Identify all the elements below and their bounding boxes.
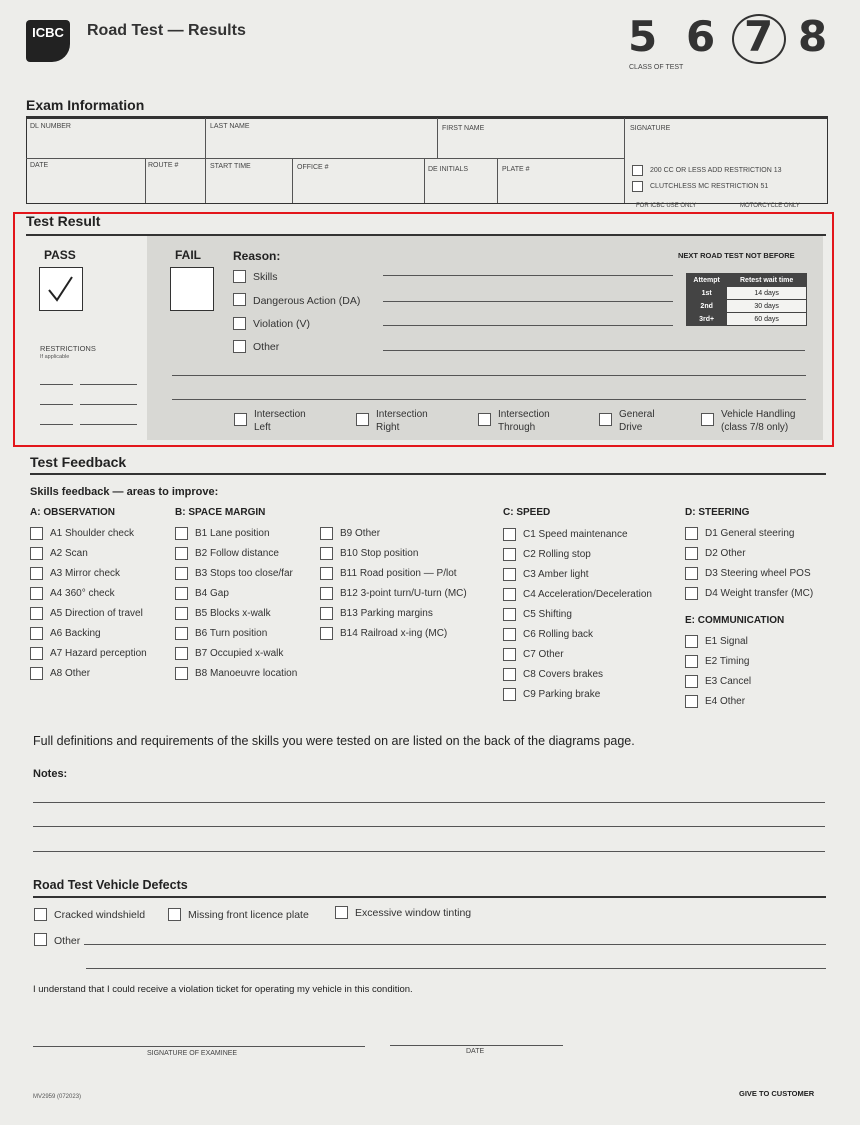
manoeuvre-left-label: Intersection Left	[254, 409, 306, 433]
restriction-13-checkbox[interactable]	[632, 165, 643, 176]
feedback-checkbox[interactable]	[175, 567, 188, 580]
feedback-checkbox[interactable]	[30, 587, 43, 600]
feedback-checkbox[interactable]	[503, 528, 516, 541]
feedback-checkbox[interactable]	[685, 527, 698, 540]
exam-info-heading: Exam Information	[26, 97, 145, 113]
feedback-checkbox[interactable]	[685, 655, 698, 668]
feedback-item-label: B13 Parking margins	[340, 608, 433, 619]
defect-plate-label: Missing front licence plate	[188, 909, 309, 921]
feedback-subheading: Skills feedback — areas to improve:	[30, 486, 219, 498]
feedback-item-label: C3 Amber light	[523, 569, 589, 580]
feedback-item-label: B4 Gap	[195, 588, 229, 599]
feedback-checkbox[interactable]	[30, 567, 43, 580]
icbc-logo: ICBC	[26, 20, 70, 62]
reason-skills-label: Skills	[253, 271, 278, 283]
feedback-checkbox[interactable]	[503, 568, 516, 581]
feedback-checkbox[interactable]	[30, 667, 43, 680]
feedback-checkbox[interactable]	[503, 628, 516, 641]
feedback-item-label: B11 Road position — P/lot	[340, 568, 457, 579]
feedback-item-label: A5 Direction of travel	[50, 608, 143, 619]
feedback-item-label: E3 Cancel	[705, 676, 752, 687]
defect-other-checkbox[interactable]	[34, 933, 47, 946]
restriction-51-checkbox[interactable]	[632, 181, 643, 192]
feedback-item-label: B2 Follow distance	[195, 548, 279, 559]
class-6: 6	[686, 12, 716, 61]
class-5: 5	[628, 12, 658, 61]
feedback-item-label: A3 Mirror check	[50, 568, 121, 579]
wait-head-time: Retest wait time	[727, 274, 807, 287]
class-of-test-label: CLASS OF TEST	[629, 64, 684, 71]
last-name-label: LAST NAME	[210, 123, 250, 130]
feedback-checkbox[interactable]	[30, 607, 43, 620]
feedback-item-label: E2 Timing	[705, 656, 750, 667]
feedback-item-label: B9 Other	[340, 528, 381, 539]
reason-violation-label: Violation (V)	[253, 318, 311, 330]
feedback-item-label: C4 Acceleration/Deceleration	[523, 589, 652, 600]
fail-label: FAIL	[175, 248, 201, 262]
feedback-checkbox[interactable]	[30, 627, 43, 640]
page-title: Road Test — Results	[87, 22, 246, 39]
observation-heading: A: OBSERVATION	[30, 507, 116, 518]
notes-label: Notes:	[33, 768, 68, 780]
feedback-checkbox[interactable]	[503, 608, 516, 621]
feedback-item-label: B10 Stop position	[340, 548, 419, 559]
feedback-checkbox[interactable]	[503, 668, 516, 681]
feedback-item-label: C9 Parking brake	[523, 689, 601, 700]
feedback-checkbox[interactable]	[685, 547, 698, 560]
feedback-item-label: D4 Weight transfer (MC)	[705, 588, 814, 599]
speed-heading: C: SPEED	[503, 507, 551, 518]
dl-number-label: DL NUMBER	[30, 123, 71, 130]
feedback-item-label: C5 Shifting	[523, 609, 572, 620]
date-label: DATE	[30, 162, 49, 169]
reason-da-label: Dangerous Action (DA)	[253, 295, 361, 307]
feedback-checkbox[interactable]	[503, 588, 516, 601]
feedback-checkbox[interactable]	[175, 607, 188, 620]
motorcycle-only-label: MOTORCYCLE ONLY	[740, 203, 800, 209]
feedback-checkbox[interactable]	[320, 567, 333, 580]
feedback-item-label: C6 Rolling back	[523, 629, 594, 640]
start-time-label: START TIME	[210, 163, 251, 170]
communication-heading: E: COMMUNICATION	[685, 615, 785, 626]
feedback-item-label: A7 Hazard perception	[50, 648, 147, 659]
defect-tinting-checkbox[interactable]	[335, 906, 348, 919]
feedback-item-label: D2 Other	[705, 548, 746, 559]
feedback-checkbox[interactable]	[30, 527, 43, 540]
feedback-checkbox[interactable]	[175, 587, 188, 600]
feedback-checkbox[interactable]	[30, 647, 43, 660]
feedback-heading: Test Feedback	[30, 454, 127, 470]
feedback-item-label: A6 Backing	[50, 628, 101, 639]
reason-other-label: Other	[253, 341, 280, 353]
manoeuvre-right-label: Intersection Right	[376, 409, 428, 433]
feedback-checkbox[interactable]	[320, 607, 333, 620]
feedback-item-label: B14 Railroad x-ing (MC)	[340, 628, 448, 639]
space-margin-heading: B: SPACE MARGIN	[175, 507, 266, 518]
class-8: 8	[798, 12, 828, 61]
feedback-checkbox[interactable]	[685, 635, 698, 648]
feedback-checkbox[interactable]	[175, 667, 188, 680]
feedback-item-label: B3 Stops too close/far	[195, 568, 293, 579]
restriction-13-label: 200 CC OR LESS ADD RESTRICTION 13	[650, 167, 782, 174]
feedback-checkbox[interactable]	[320, 587, 333, 600]
feedback-checkbox[interactable]	[175, 527, 188, 540]
feedback-item-label: A4 360° check	[50, 588, 115, 599]
route-label: ROUTE #	[148, 162, 179, 169]
feedback-item-label: B5 Blocks x-walk	[195, 608, 271, 619]
notes-line-1[interactable]	[33, 802, 825, 803]
signature-line[interactable]	[33, 1046, 365, 1047]
class-7: 7	[744, 12, 774, 61]
feedback-item-label: E4 Other	[705, 696, 746, 707]
feedback-checkbox[interactable]	[685, 675, 698, 688]
feedback-item-label: C7 Other	[523, 649, 564, 660]
feedback-item-label: A1 Shoulder check	[50, 528, 134, 539]
feedback-checkbox[interactable]	[175, 627, 188, 640]
feedback-checkbox[interactable]	[685, 567, 698, 580]
feedback-item-label: E1 Signal	[705, 636, 748, 647]
feedback-checkbox[interactable]	[175, 647, 188, 660]
de-initials-label: DE INITIALS	[428, 166, 469, 173]
class-selected-circle	[732, 14, 786, 64]
form-code: MV2959 (072023)	[33, 1094, 82, 1100]
feedback-checkbox[interactable]	[175, 547, 188, 560]
first-name-label: FIRST NAME	[442, 125, 485, 132]
defects-heading: Road Test Vehicle Defects	[33, 878, 188, 892]
definitions-note: Full definitions and requirements of the skills you were tested on are listed on the back of the diagrams page.	[33, 734, 635, 748]
feedback-checkbox[interactable]	[320, 527, 333, 540]
pass-label: PASS	[44, 248, 76, 262]
feedback-item-label: C1 Speed maintenance	[523, 529, 628, 540]
icbc-use-only-label: FOR ICBC USE ONLY	[636, 203, 697, 209]
feedback-checkbox[interactable]	[685, 695, 698, 708]
defect-windshield-checkbox[interactable]	[34, 908, 47, 921]
defect-other-line[interactable]	[84, 944, 826, 945]
date-footer-label: DATE	[466, 1048, 485, 1055]
restriction-51-label: CLUTCHLESS MC RESTRICTION 51	[650, 183, 769, 190]
feedback-item-label: B1 Lane position	[195, 528, 270, 539]
steering-heading: D: STEERING	[685, 507, 750, 518]
highlight-box	[13, 212, 834, 447]
defects-statement: I understand that I could receive a violation ticket for operating my vehicle in this condition.	[33, 984, 413, 995]
restrictions-label: RESTRICTIONS	[40, 344, 96, 353]
feedback-item-label: C2 Rolling stop	[523, 549, 591, 560]
feedback-checkbox[interactable]	[503, 648, 516, 661]
wait-head-attempt: Attempt	[687, 274, 727, 287]
defect-other-label: Other	[54, 935, 81, 947]
feedback-item-label: A2 Scan	[50, 548, 88, 559]
date-line[interactable]	[390, 1045, 563, 1046]
feedback-checkbox[interactable]	[685, 587, 698, 600]
feedback-checkbox[interactable]	[320, 547, 333, 560]
manoeuvre-general-label: General Drive	[619, 409, 655, 433]
next-test-label: NEXT ROAD TEST NOT BEFORE	[678, 251, 795, 260]
give-to-customer: GIVE TO CUSTOMER	[739, 1089, 815, 1098]
feedback-item-label: B8 Manoeuvre location	[195, 668, 298, 679]
feedback-checkbox[interactable]	[30, 547, 43, 560]
wait-time-table: Attempt Retest wait time 1st 14 days 2nd 30 days 3rd+ 60 days	[686, 273, 807, 326]
feedback-item-label: B6 Turn position	[195, 628, 268, 639]
test-result-heading: Test Result	[26, 213, 101, 229]
exam-info-table	[26, 118, 828, 204]
feedback-item-label: D3 Steering wheel POS	[705, 568, 811, 579]
feedback-item-label: A8 Other	[50, 668, 91, 679]
feedback-item-label: B12 3-point turn/U-turn (MC)	[340, 588, 467, 599]
manoeuvre-vehicle-handling-label: Vehicle Handling (class 7/8 only)	[721, 409, 796, 433]
defect-tinting-label: Excessive window tinting	[355, 907, 472, 919]
notes-line-3[interactable]	[33, 851, 825, 852]
feedback-checkbox[interactable]	[503, 688, 516, 701]
feedback-item-label: C8 Covers brakes	[523, 669, 604, 680]
notes-line-2[interactable]	[33, 826, 825, 827]
plate-label: PLATE #	[502, 166, 530, 173]
feedback-item-label: D1 General steering	[705, 528, 795, 539]
defect-plate-checkbox[interactable]	[168, 908, 181, 921]
manoeuvre-through-label: Intersection Through	[498, 409, 550, 433]
feedback-item-label: B7 Occupied x-walk	[195, 648, 284, 659]
feedback-checkbox[interactable]	[320, 627, 333, 640]
defect-windshield-label: Cracked windshield	[54, 909, 146, 921]
feedback-checkbox[interactable]	[503, 548, 516, 561]
signature-examinee-label: SIGNATURE OF EXAMINEE	[147, 1050, 238, 1057]
reason-label: Reason:	[233, 249, 281, 263]
if-applicable-label: If applicable	[40, 354, 70, 360]
office-label: OFFICE #	[297, 164, 329, 171]
signature-label: SIGNATURE	[630, 125, 671, 132]
